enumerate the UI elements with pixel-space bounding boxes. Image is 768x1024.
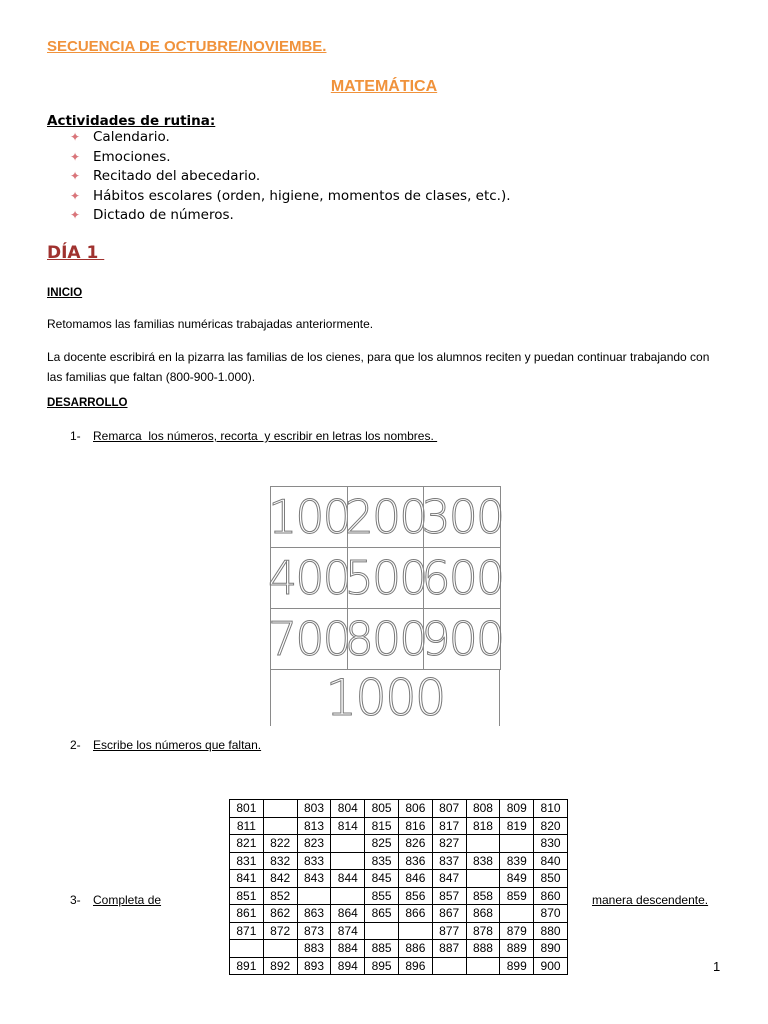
four-point-star-icon: ✦	[70, 169, 81, 184]
number-cell: 807	[432, 800, 466, 818]
number-cell: 855	[365, 887, 399, 905]
tracing-number: 100	[267, 490, 350, 544]
routine-item	[70, 167, 511, 187]
activity-number: 3-	[70, 893, 81, 907]
number-cell: 873	[297, 922, 331, 940]
tracing-cell	[421, 608, 504, 670]
number-cell: 856	[398, 887, 432, 905]
subject-title-text: MATEMÁTICA	[330, 78, 438, 95]
number-cell: 816	[398, 817, 432, 835]
number-cell: 878	[466, 922, 500, 940]
number-cell: 823	[297, 835, 331, 853]
blank-cell	[432, 957, 466, 975]
routine-item	[70, 128, 511, 148]
four-point-star-icon: ✦	[70, 149, 81, 164]
inicio-heading: INICIO	[47, 287, 83, 299]
tracing-number: 700	[267, 612, 350, 666]
number-cell: 818	[466, 817, 500, 835]
table-row	[230, 817, 568, 835]
number-cell: 815	[365, 817, 399, 835]
number-cell: 867	[432, 905, 466, 923]
activity-text: Remarca los números, recorta y escribir en letras los nombres.	[93, 429, 438, 443]
tracing-cell	[421, 547, 504, 609]
number-cell: 893	[297, 957, 331, 975]
number-cell: 859	[500, 887, 534, 905]
routine-item	[70, 187, 511, 207]
number-cell: 835	[365, 852, 399, 870]
number-cell: 861	[230, 905, 264, 923]
number-cell: 831	[230, 852, 264, 870]
blank-cell	[331, 835, 365, 853]
tracing-number: 800	[344, 612, 427, 666]
routine-item-text: Hábitos escolares (orden, higiene, momentos de clases, etc.).	[93, 187, 511, 204]
four-point-star-icon: ✦	[70, 188, 81, 203]
blank-cell	[263, 817, 297, 835]
blank-cell	[466, 835, 500, 853]
number-cell: 844	[331, 870, 365, 888]
number-cell: 808	[466, 800, 500, 818]
blank-cell	[500, 835, 534, 853]
blank-cell	[263, 800, 297, 818]
tracing-number: 600	[421, 551, 504, 605]
number-cell: 860	[534, 887, 568, 905]
table-row	[230, 957, 568, 975]
number-cell: 813	[297, 817, 331, 835]
routine-item	[70, 206, 511, 226]
number-cell: 890	[534, 940, 568, 958]
number-cell: 851	[230, 887, 264, 905]
subject-title	[0, 78, 768, 96]
number-cell: 888	[466, 940, 500, 958]
number-cell: 866	[398, 905, 432, 923]
inicio-paragraph-1: Retomamos las familias numéricas trabajadas anteriormente.	[47, 317, 374, 331]
number-cell: 838	[466, 852, 500, 870]
number-cell: 884	[331, 940, 365, 958]
routine-item-text: Emociones.	[93, 148, 171, 165]
blank-cell	[263, 940, 297, 958]
number-cell: 871	[230, 922, 264, 940]
number-cell: 845	[365, 870, 399, 888]
number-cell: 858	[466, 887, 500, 905]
number-grid-table	[229, 799, 568, 975]
activity-number: 2-	[70, 738, 81, 752]
number-cell: 805	[365, 800, 399, 818]
tracing-number: 300	[421, 490, 504, 544]
blank-cell	[398, 922, 432, 940]
table-row	[230, 922, 568, 940]
number-cell: 862	[263, 905, 297, 923]
number-cell: 857	[432, 887, 466, 905]
number-cell: 843	[297, 870, 331, 888]
number-cell: 825	[365, 835, 399, 853]
number-cell: 833	[297, 852, 331, 870]
tracing-number: 200	[344, 490, 427, 544]
activity-text-end: manera descendente.	[592, 893, 709, 907]
tracing-number: 900	[421, 612, 504, 666]
table-row	[230, 852, 568, 870]
number-cell: 809	[500, 800, 534, 818]
number-cell: 839	[500, 852, 534, 870]
desarrollo-heading: DESARROLLO	[47, 397, 128, 409]
number-cell: 841	[230, 870, 264, 888]
number-cell: 870	[534, 905, 568, 923]
blank-cell	[230, 940, 264, 958]
number-cell: 836	[398, 852, 432, 870]
blank-cell	[500, 905, 534, 923]
activity-number: 1-	[70, 429, 81, 443]
sequence-title: SECUENCIA DE OCTUBRE/NOVIEMBE.	[47, 38, 327, 55]
number-cell: 872	[263, 922, 297, 940]
tracing-cell	[421, 486, 504, 548]
activity-text-start: Completa de	[93, 893, 162, 907]
number-cell: 894	[331, 957, 365, 975]
blank-cell	[331, 852, 365, 870]
number-cell: 896	[398, 957, 432, 975]
number-cell: 885	[365, 940, 399, 958]
number-cell: 891	[230, 957, 264, 975]
routine-list	[70, 128, 511, 226]
table-row	[230, 835, 568, 853]
number-cell: 880	[534, 922, 568, 940]
table-row	[230, 887, 568, 905]
number-cell: 803	[297, 800, 331, 818]
tracing-number: 1000	[325, 669, 445, 727]
inicio-paragraph-2: La docente escribirá en la pizarra las familias de los cienes, para que los alumnos reciten y puedan continuar trabajando con las familias que faltan (800-900-1.000).	[47, 350, 710, 384]
number-cell: 820	[534, 817, 568, 835]
page-number: 1	[713, 959, 721, 974]
number-cell: 821	[230, 835, 264, 853]
number-cell: 868	[466, 905, 500, 923]
routine-item-text: Calendario.	[93, 129, 170, 145]
number-cell: 827	[432, 835, 466, 853]
number-cell: 850	[534, 870, 568, 888]
tracing-cell	[267, 547, 350, 609]
tracing-cell	[344, 486, 427, 548]
number-cell: 822	[263, 835, 297, 853]
tracing-cell	[344, 608, 427, 670]
number-cell: 899	[500, 957, 534, 975]
number-cell: 874	[331, 922, 365, 940]
tracing-cell	[267, 486, 350, 548]
routine-item-text: Recitado del abecedario.	[93, 168, 261, 185]
number-cell: 887	[432, 940, 466, 958]
number-cell: 826	[398, 835, 432, 853]
tracing-cell-large	[270, 669, 500, 726]
number-cell: 864	[331, 905, 365, 923]
tracing-cell	[267, 608, 350, 670]
number-cell: 840	[534, 852, 568, 870]
number-cell: 883	[297, 940, 331, 958]
number-cell: 879	[500, 922, 534, 940]
table-row	[230, 800, 568, 818]
table-row	[230, 870, 568, 888]
number-cell: 892	[263, 957, 297, 975]
blank-cell	[365, 922, 399, 940]
tracing-cell	[344, 547, 427, 609]
blank-cell	[466, 957, 500, 975]
number-cell: 849	[500, 870, 534, 888]
routine-item-text: Dictado de números.	[93, 207, 234, 224]
number-cell: 801	[230, 800, 264, 818]
number-cell: 832	[263, 852, 297, 870]
number-cell: 847	[432, 870, 466, 888]
number-cell: 810	[534, 800, 568, 818]
number-cell: 886	[398, 940, 432, 958]
activity-text: Escribe los números que faltan.	[93, 738, 262, 752]
routine-heading: Actividades de rutina:	[47, 113, 216, 129]
routine-item	[70, 148, 511, 168]
number-cell: 895	[365, 957, 399, 975]
number-cell: 811	[230, 817, 264, 835]
number-cell: 900	[534, 957, 568, 975]
day-heading: DÍA 1	[47, 243, 105, 263]
number-cell: 846	[398, 870, 432, 888]
number-cell: 837	[432, 852, 466, 870]
number-cell: 817	[432, 817, 466, 835]
number-cell: 819	[500, 817, 534, 835]
number-cell: 804	[331, 800, 365, 818]
table-row	[230, 905, 568, 923]
blank-cell	[297, 887, 331, 905]
blank-cell	[466, 870, 500, 888]
number-cell: 806	[398, 800, 432, 818]
four-point-star-icon: ✦	[70, 130, 81, 144]
number-cell: 863	[297, 905, 331, 923]
number-cell: 814	[331, 817, 365, 835]
number-cell: 852	[263, 887, 297, 905]
tracing-number: 400	[267, 551, 350, 605]
number-cell: 842	[263, 870, 297, 888]
number-cell: 865	[365, 905, 399, 923]
tracing-number: 500	[344, 551, 427, 605]
table-row	[230, 940, 568, 958]
tracing-numbers-image	[267, 486, 504, 727]
number-cell: 877	[432, 922, 466, 940]
number-cell: 830	[534, 835, 568, 853]
blank-cell	[331, 887, 365, 905]
four-point-star-icon: ✦	[70, 208, 81, 223]
number-cell: 889	[500, 940, 534, 958]
